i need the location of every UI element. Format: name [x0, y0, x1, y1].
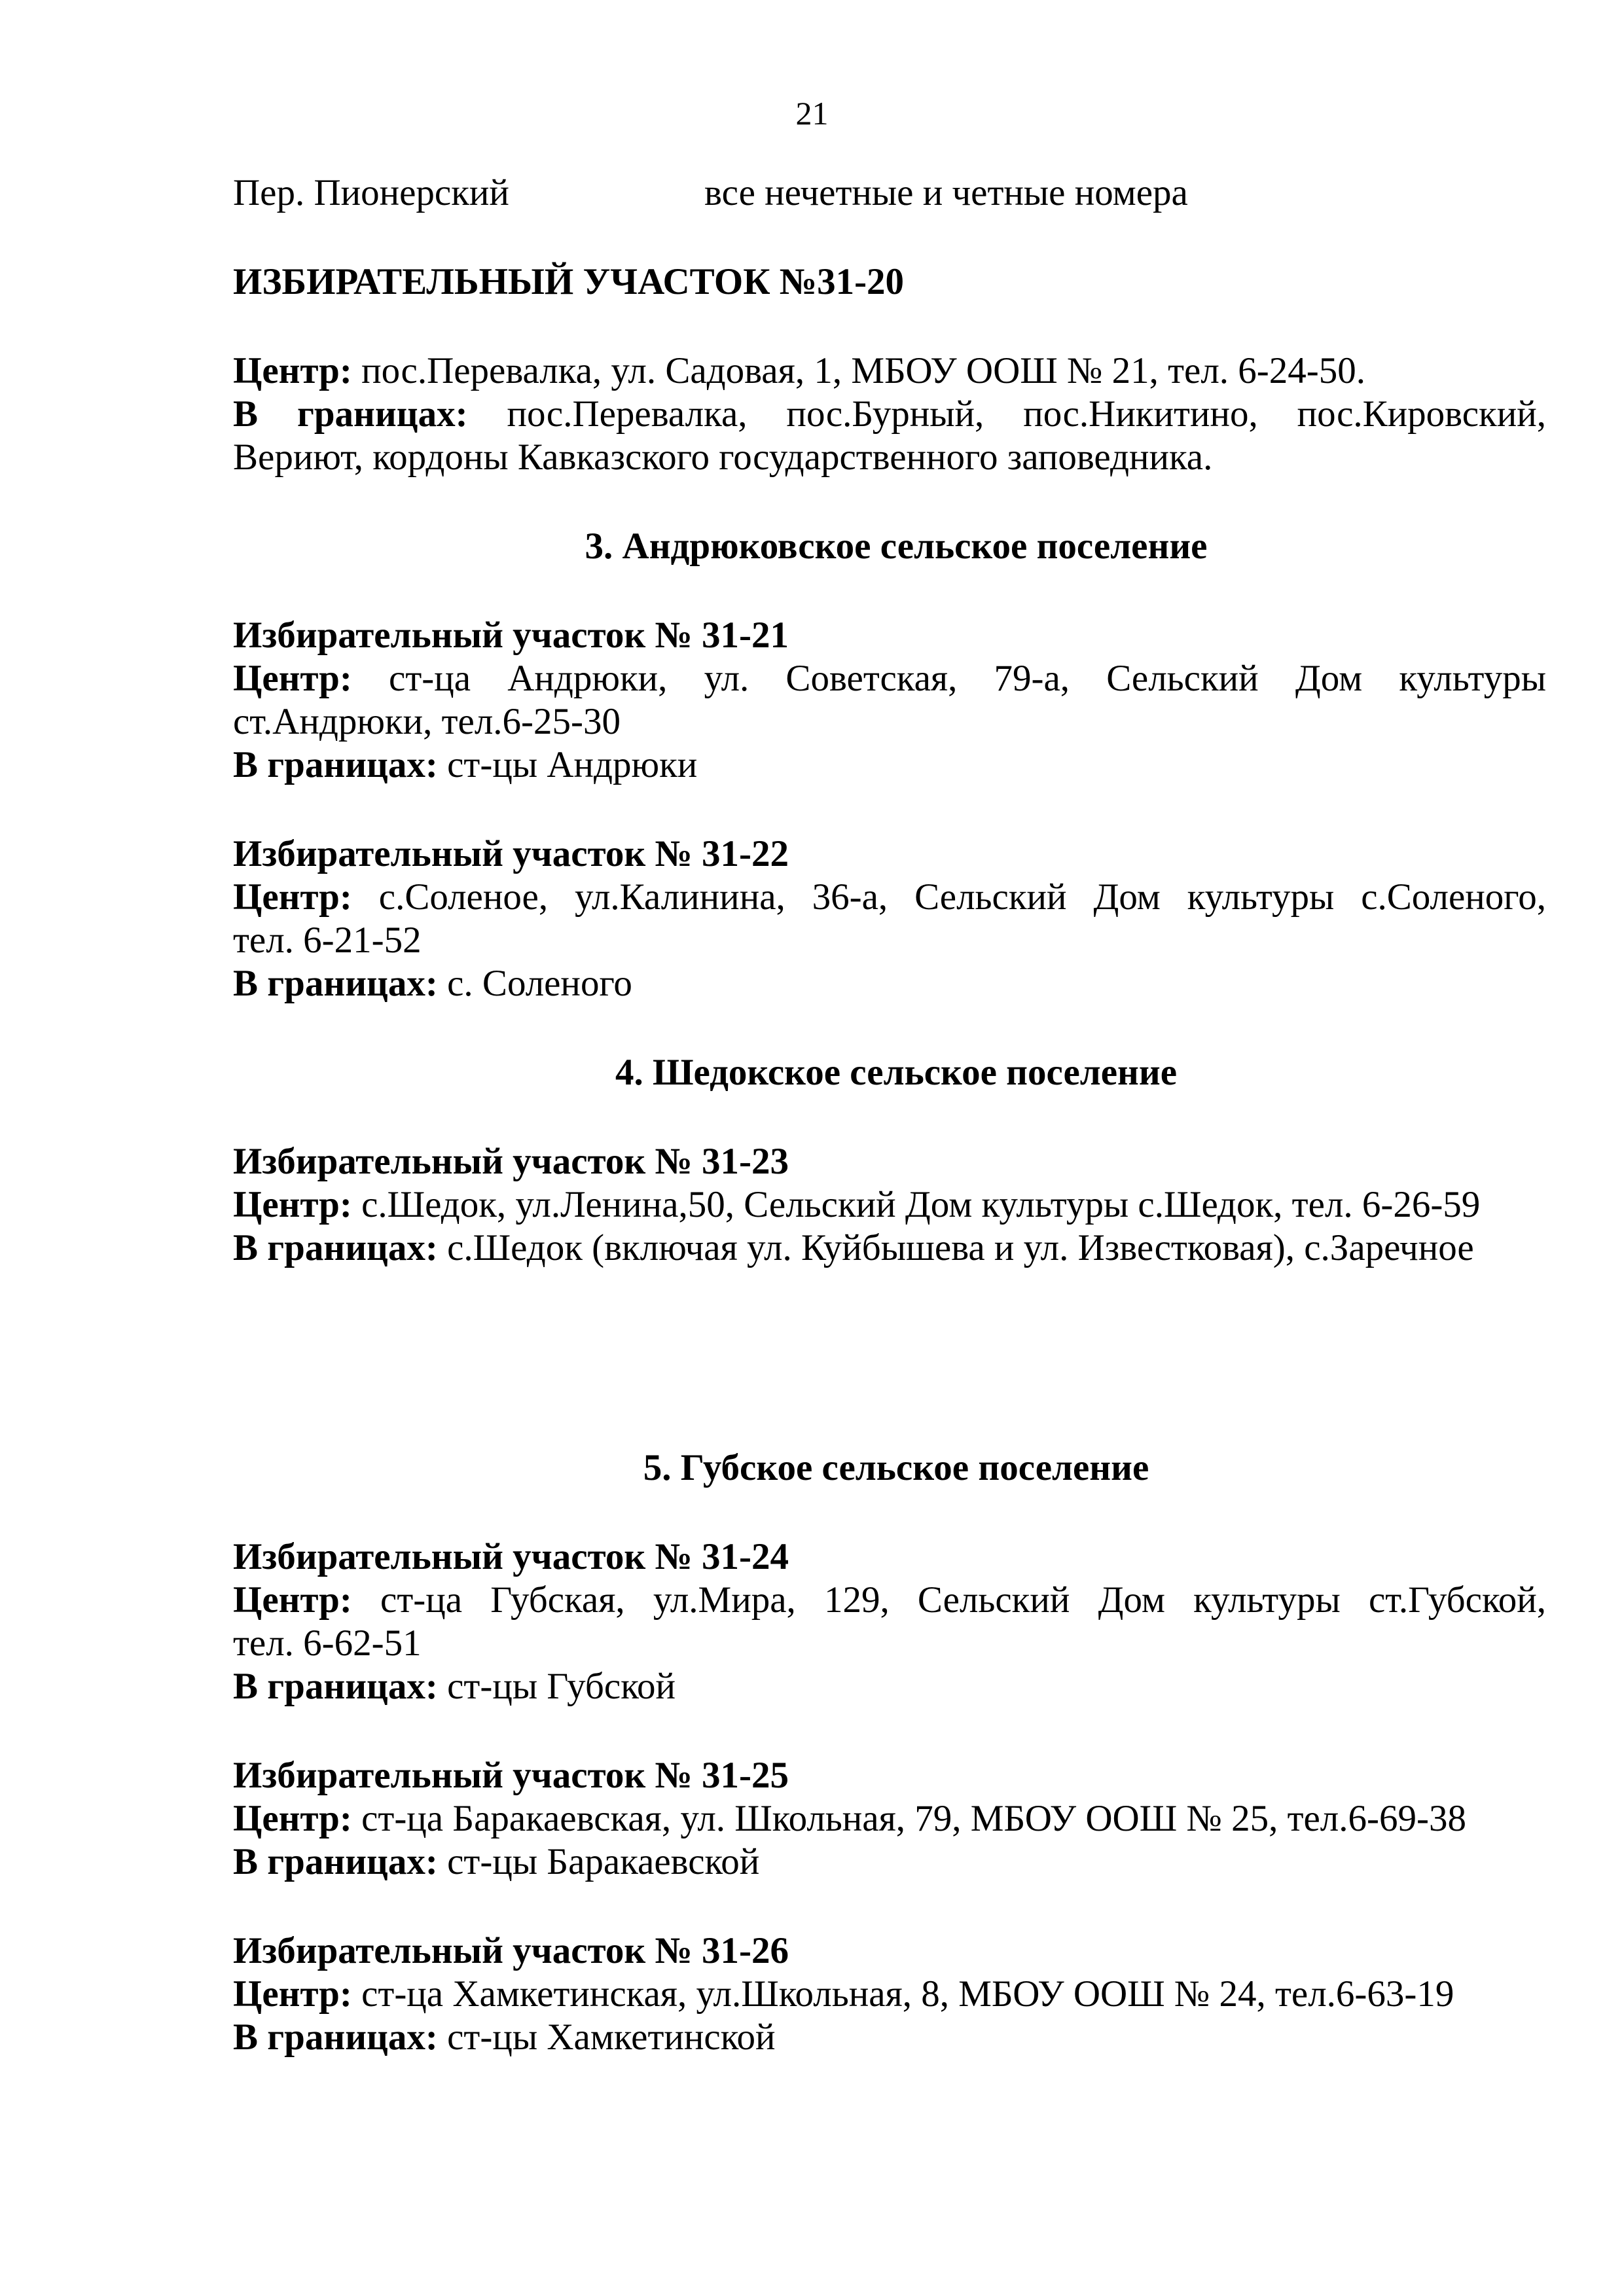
precinct-center	[233, 1579, 1546, 1622]
center-value: с.Соленое, ул.Калинина, 36-а, Сельский Дом культуры с.Соленого,	[352, 876, 1546, 918]
center-label: Центр:	[233, 1579, 352, 1621]
bounds-value: с.Шедок (включая ул. Куйбышева и ул. Известковая), с.Заречное	[437, 1227, 1474, 1268]
street-name: Пер. Пионерский	[233, 172, 509, 213]
section-heading: 5. Губское сельское поселение	[643, 1447, 1149, 1488]
bounds-label: В границах:	[233, 963, 438, 1004]
precinct-bounds	[233, 962, 1546, 1005]
center-value: с.Шедок, ул.Ленина,50, Сельский Дом культуры с.Шедок, тел. 6-26-59	[352, 1184, 1481, 1225]
precinct-bounds-continued: Вериют, кордоны Кавказского государственного заповедника.	[233, 437, 1213, 478]
bounds-value: ст-цы Баракаевской	[437, 1841, 760, 1882]
precinct-center	[233, 350, 1546, 393]
center-label: Центр:	[233, 350, 352, 391]
bounds-value: пос.Перевалка, пос.Бурный, пос.Никитино, пос.Кировский,	[467, 393, 1546, 435]
bounds-label: В границах:	[233, 1227, 438, 1268]
precinct-title: Избирательный участок № 31-23	[233, 1141, 789, 1182]
bounds-value: ст-цы Хамкетинской	[437, 2017, 776, 2058]
precinct-bounds	[233, 2016, 1546, 2059]
bounds-label: В границах:	[233, 2017, 438, 2058]
precinct-bounds	[233, 393, 1546, 436]
center-value: ст-ца Баракаевская, ул. Школьная, 79, МБОУ ООШ № 25, тел.6-69-38	[352, 1798, 1466, 1839]
precinct-center-continued: тел. 6-62-51	[233, 1623, 422, 1664]
precinct-center	[233, 1797, 1546, 1840]
precinct-title: Избирательный участок № 31-24	[233, 1536, 789, 1577]
precinct-title: Избирательный участок № 31-22	[233, 833, 789, 874]
bounds-label: В границах:	[233, 1666, 438, 1707]
page-number: 21	[795, 95, 829, 132]
center-label: Центр:	[233, 1184, 352, 1225]
street-house-range: все нечетные и четные номера	[704, 172, 1188, 213]
precinct-center	[233, 657, 1546, 700]
precinct-center	[233, 876, 1546, 919]
street-row	[233, 171, 1546, 215]
bounds-value: ст-цы Андрюки	[437, 744, 698, 785]
precinct-bounds	[233, 1665, 1546, 1708]
section-heading: 3. Андрюковское сельское поселение	[585, 526, 1208, 567]
precinct-title: Избирательный участок № 31-25	[233, 1755, 789, 1796]
bounds-label: В границах:	[233, 744, 438, 785]
center-label: Центр:	[233, 1973, 352, 2015]
precinct-title: Избирательный участок № 31-26	[233, 1930, 789, 1971]
precinct-center-continued: тел. 6-21-52	[233, 920, 422, 961]
center-value: ст-ца Хамкетинская, ул.Школьная, 8, МБОУ ООШ № 24, тел.6-63-19	[352, 1973, 1454, 2015]
bounds-label: В границах:	[233, 393, 468, 435]
document-body	[233, 171, 1546, 2059]
precinct-bounds	[233, 744, 1546, 787]
precinct-title: Избирательный участок № 31-21	[233, 615, 789, 656]
precinct-center	[233, 1183, 1546, 1227]
precinct-center	[233, 1973, 1546, 2016]
section-heading: 4. Шедокское сельское поселение	[615, 1052, 1178, 1093]
bounds-value: с. Соленого	[437, 963, 632, 1004]
center-value: пос.Перевалка, ул. Садовая, 1, МБОУ ООШ № 21, тел. 6-24-50.	[352, 350, 1365, 391]
center-label: Центр:	[233, 876, 352, 918]
bounds-label: В границах:	[233, 1841, 438, 1882]
precinct-heading: ИЗБИРАТЕЛЬНЫЙ УЧАСТОК №31-20	[233, 261, 905, 302]
center-label: Центр:	[233, 1798, 352, 1839]
precinct-center-continued: ст.Андрюки, тел.6-25-30	[233, 701, 621, 742]
center-label: Центр:	[233, 658, 352, 699]
center-value: ст-ца Губская, ул.Мира, 129, Сельский Дом культуры ст.Губской,	[352, 1579, 1546, 1621]
center-value: ст-ца Андрюки, ул. Советская, 79-а, Сельский Дом культуры	[352, 658, 1546, 699]
precinct-bounds	[233, 1227, 1546, 1270]
bounds-value: ст-цы Губской	[437, 1666, 676, 1707]
precinct-bounds	[233, 1840, 1546, 1884]
